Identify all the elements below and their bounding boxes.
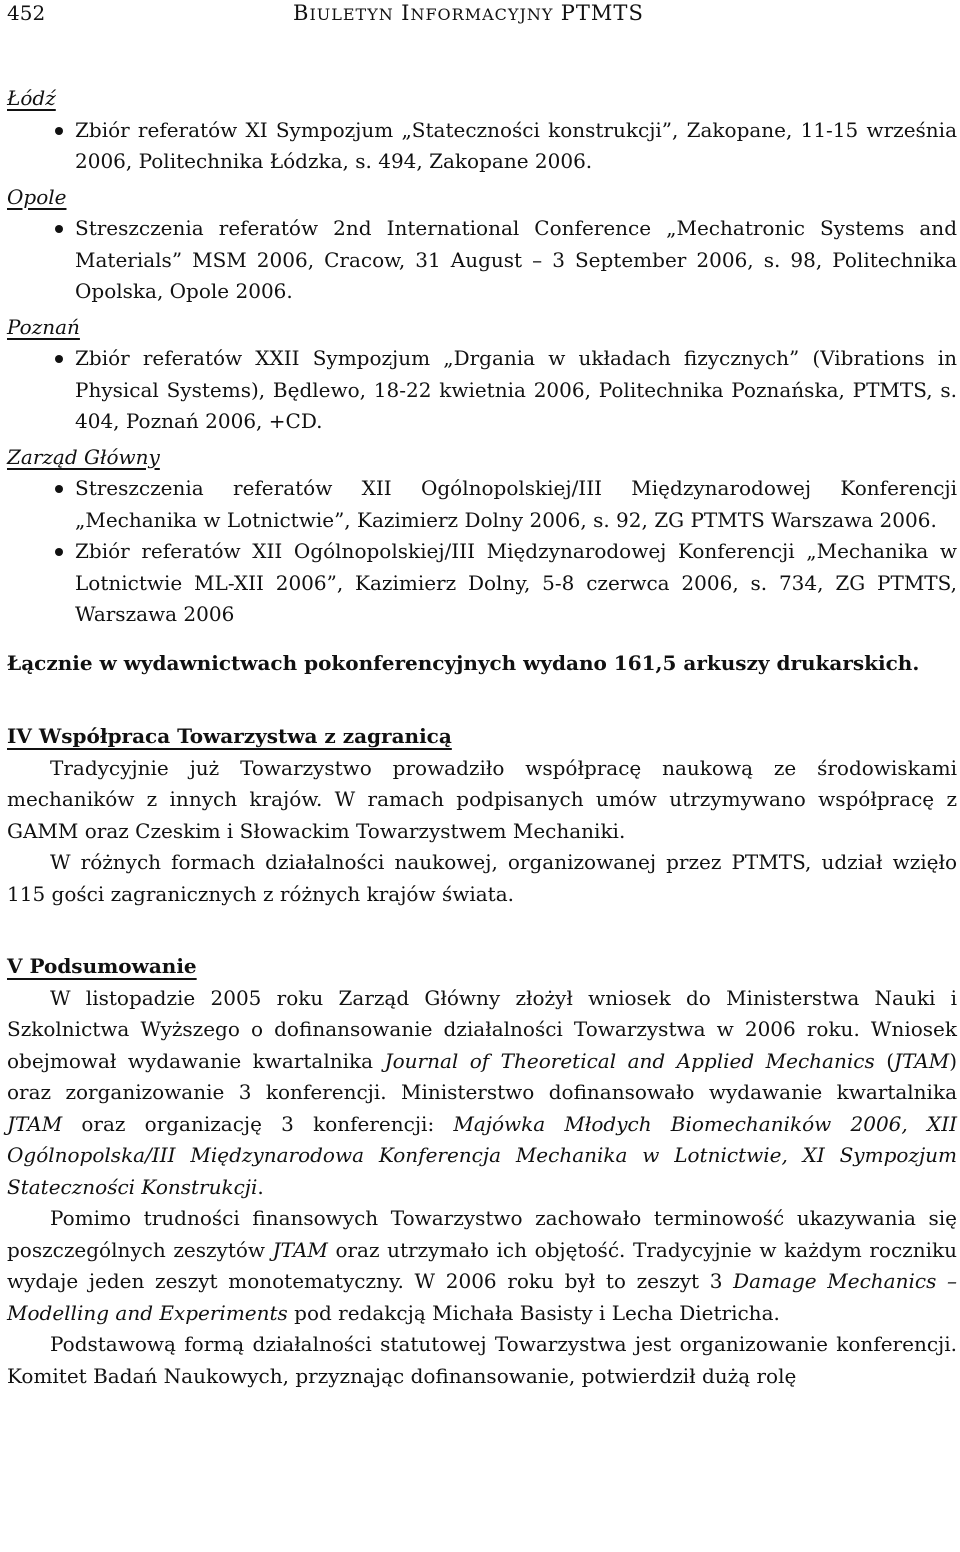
paragraph: Podstawową formą działalności statutowej Towarzystwa jest organizowanie konferencji. Komitet Badań Naukowych, przyznając dofinansowanie, potwierdził dużą rolę — [7, 1332, 957, 1388]
text-run: Pomimo trudności finansowych Towarzystwo zachowało terminowość ukazywania się poszczególnych zeszytów — [7, 1206, 957, 1262]
document-page — [7, 0, 957, 1392]
list-item-text: Streszczenia referatów XII Ogólnopolskiej/III Międzynarodowej Konferencji „Mechanika w Lotnictwie”, Kazimierz Dolny 2006, s. 92, ZG PTMTS Warszawa 2006. — [75, 476, 957, 532]
journal-abbrev: JTAM — [272, 1237, 328, 1262]
section-heading-iv — [7, 721, 957, 753]
text-run: ) oraz zorganizowanie 3 konferencji. Ministerstwo dofinansowało wydawanie kwartalnika — [7, 1048, 958, 1104]
section-heading-text: IV Współpraca Towarzystwa z zagranicą — [7, 724, 452, 748]
list-item — [7, 213, 957, 308]
publication-list-poznan — [7, 343, 957, 438]
publication-list-zarzad-glowny — [7, 473, 957, 631]
list-item — [7, 536, 957, 631]
paragraph — [7, 983, 957, 1204]
running-header — [7, 0, 957, 28]
issue-title: Damage Mechanics – Modelling and Experiments — [7, 1269, 957, 1325]
section-label-poznan: Poznań — [7, 314, 80, 339]
text-run: pod redakcją Michała Basisty i Lecha Dietricha. — [287, 1300, 780, 1325]
list-item — [7, 343, 957, 438]
bullet-icon — [55, 127, 63, 135]
section-label-lodz: Łódź — [7, 86, 56, 110]
publication-list-lodz — [7, 115, 957, 178]
text-run: oraz utrzymało ich objętość. Tradycyjnie w każdym roczniku wydaje jeden zeszyt monotematyczny. W 2006 roku był to zeszyt 3 — [7, 1237, 957, 1293]
journal-name: Journal of Theoretical and Applied Mechanics — [384, 1048, 875, 1073]
list-item-text: Streszczenia referatów 2nd International Conference „Mechatronic Systems and Materials” MSM 2006, Cracow, 31 August – 3 September 2006, s. 98, Politechnika Opolska, Opole 2006. — [75, 216, 957, 303]
text-run: W listopadzie 2005 roku Zarząd Główny złożył wniosek do Ministerstwa Nauki i Szkolnictwa Wyższego o dofinansowanie działalności Towarzystwa w 2006 roku. Wniosek obejmował wydawanie kwartalnika — [7, 985, 957, 1073]
paragraph: W różnych formach działalności naukowej, organizowanej przez PTMTS, udział wzięło 115 gości zagranicznych z różnych krajów świata. — [7, 850, 957, 906]
publication-list-opole — [7, 213, 957, 308]
text-run: . — [257, 1174, 264, 1199]
section-label-opole: Opole — [7, 184, 67, 209]
paragraph: Tradycyjnie już Towarzystwo prowadziło współpracę naukową ze środowiskami mechaników z innych krajów. W ramach podpisanych umów utrzymywano współpracę z GAMM oraz Czeskim i Słowackim Towarzystwem Mechaniki. — [7, 755, 957, 843]
text-run: oraz organizację 3 konferencji: — [62, 1111, 454, 1136]
list-item-text: Zbiór referatów XII Ogólnopolskiej/III Międzynarodowej Konferencji „Mechanika w Lotnictwie ML-XII 2006”, Kazimierz Dolny, 5-8 czerwca 2006, s. 734, ZG PTMTS, Warszawa 2006 — [75, 539, 957, 626]
page-number: 452 — [7, 1, 46, 25]
section-label-zarzad-glowny: Zarząd Główny — [7, 444, 160, 469]
list-item-text: Zbiór referatów XXII Sympozjum „Drgania w układach fizycznych” (Vibrations in Physical Systems), Będlewo, 18-22 kwietnia 2006, Politechnika Poznańska, PTMTS, s. 404, Poznań 2006, +CD. — [75, 346, 957, 433]
paragraph — [7, 1203, 957, 1329]
list-item — [7, 473, 957, 536]
section-heading-text: V Podsumowanie — [7, 954, 197, 978]
bullet-icon — [55, 225, 63, 233]
section-heading-v — [7, 951, 957, 983]
conference-names: Majówka Młodych Biomechaników 2006, XII Ogólnopolska/III Międzynarodowa Konferencja Mechanika w Lotnictwie, XI Sympozjum Stateczności Konstrukcji — [7, 1111, 957, 1199]
bullet-icon — [55, 548, 63, 556]
list-item — [7, 115, 957, 178]
bullet-icon — [55, 485, 63, 493]
text-run: ( — [874, 1048, 895, 1073]
journal-title — [293, 0, 644, 28]
journal-abbrev: JTAM — [7, 1111, 63, 1136]
list-item-text: Zbiór referatów XI Sympozjum „Stateczności konstrukcji”, Zakopane, 11-15 września 2006, Politechnika Łódzka, s. 494, Zakopane 2006. — [75, 117, 957, 173]
bullet-icon — [55, 355, 63, 363]
summary-statement: Łącznie w wydawnictwach pokonferencyjnych wydano 161,5 arkuszy drukarskich. — [7, 650, 920, 675]
journal-abbrev: JTAM — [894, 1048, 950, 1073]
journal-title-text: BIULETYN INFORMACYJNY PTMTS — [293, 1, 644, 25]
